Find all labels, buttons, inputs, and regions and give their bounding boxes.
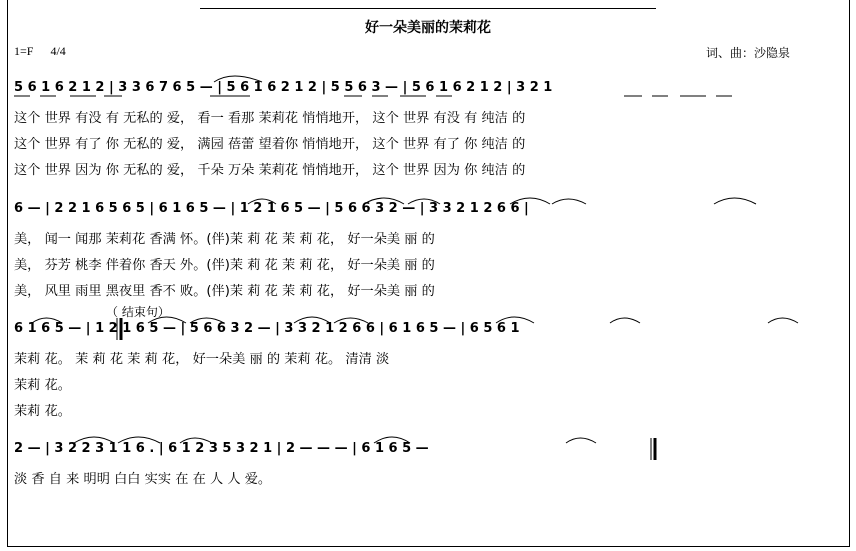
system-4-notes: 2 — | 3 2 2 3 1 1 6 . | 6 1 2 3 5 3 2 1 | 2 — — — | 6 1 6 5 — — [14, 441, 429, 456]
system-4-lyric-1: 淡 香 自 来 明明 白白 实实 在 在 人 人 爱。 — [14, 472, 272, 487]
system-1-lyric-3: 这个 世界 因为 你 无私的 爱， 千朵 万朵 茉莉花 悄悄地开， 这个 世界 因为 你 纯洁 的 — [14, 163, 526, 178]
system-2-lyric-2: 美， 芬芳 桃李 伴着你 香天 外。(伴)茉 莉 花 茉 莉 花， 好一朵美 丽 的 — [14, 258, 435, 273]
system-2-lyric-3: 美， 风里 雨里 黑夜里 香不 败。(伴)茉 莉 花 茉 莉 花， 好一朵美 丽 的 — [14, 284, 435, 299]
system-3-lyric-2: 茉莉 花。 — [14, 378, 71, 393]
time-signature: 4/4 — [50, 44, 66, 58]
system-3-notes: 6 1 6 5 — | 1 2 1 6 5 — | 5 6 6 3 2 — | 3 3 2 1 2 6 6 | 6 1 6 5 — | 6 5 6 1 — [14, 321, 520, 336]
system-3-lyric-1: 茉莉 花。 茉 莉 花 茉 莉 花， 好一朵美 丽 的 茉莉 花。 清清 淡 — [14, 352, 390, 367]
ending-label: （ 结束句） — [106, 305, 170, 319]
composer-credit: 词、曲：沙隐泉 — [706, 46, 791, 60]
system-1-lyric-1: 这个 世界 有没 有 无私的 爱， 看一 看那 茉莉花 悄悄地开， 这个 世界 有没 有 纯洁 的 — [14, 111, 526, 126]
system-2-notes: 6 — | 2 2 1 6 5 6 5 | 6 1 6 5 — | 1 2 1 6 5 — | 5 6 6 3 2 — | 3 3 2 1 2 6 6 | — [14, 201, 529, 216]
system-1-lyric-2: 这个 世界 有了 你 无私的 爱， 满园 蓓蕾 望着你 悄悄地开， 这个 世界 有了 你 纯洁 的 — [14, 137, 526, 152]
system-3-lyric-3: 茉莉 花。 — [14, 404, 71, 419]
system-1-notes: 5 6 1 6 2 1 2 | 3 3 6 7 6 5 — | 5 6 1 6 2 1 2 | 5 5 6 3 — | 5 6 1 6 2 1 2 | 3 2 1 — [14, 80, 553, 95]
key-signature — [14, 44, 80, 59]
top-rule — [200, 8, 656, 9]
key-label: 1=F — [14, 44, 34, 58]
song-title: 好一朵美丽的茉莉花 — [365, 20, 491, 36]
system-2-lyric-1: 美， 闻一 闻那 茉莉花 香满 怀。(伴)茉 莉 花 茉 莉 花， 好一朵美 丽 的 — [14, 232, 435, 247]
